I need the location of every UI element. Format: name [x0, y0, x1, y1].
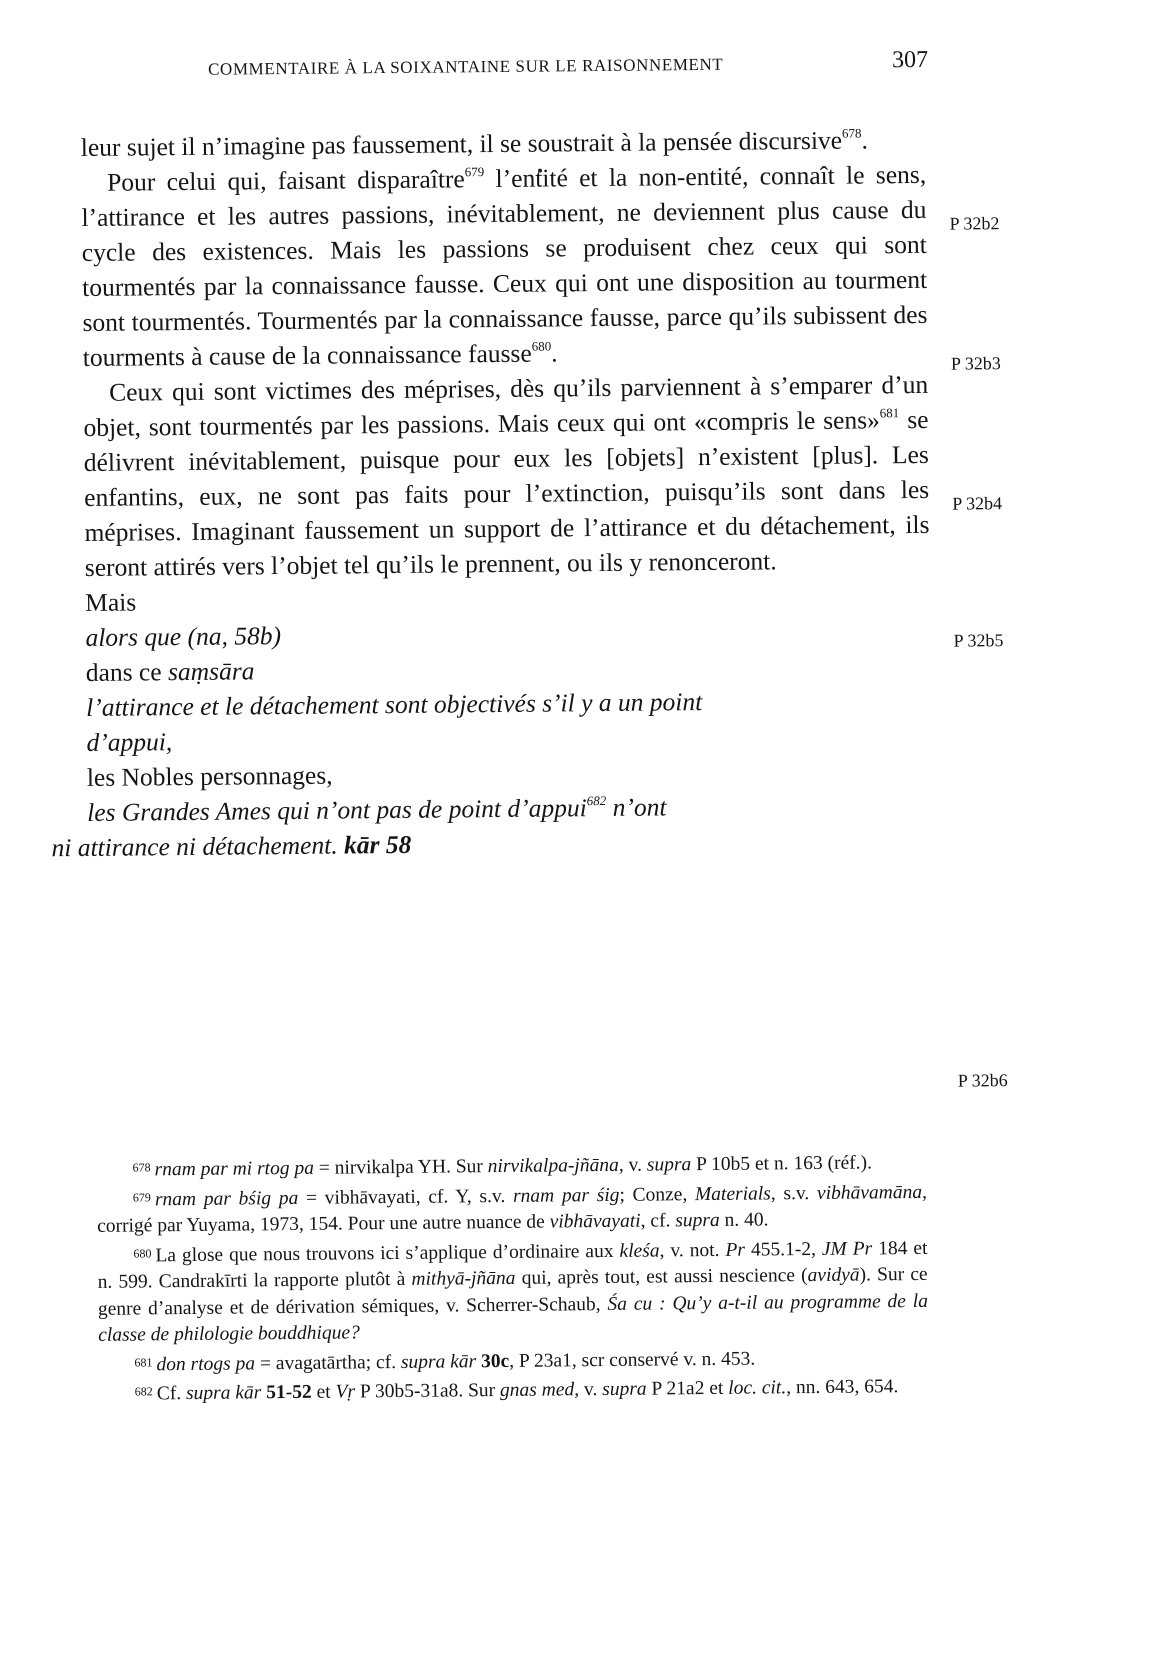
karika-quote-1: alors que (na, 58b): [85, 621, 282, 652]
margin-ref-p32b5: P 32b5: [953, 630, 1004, 651]
running-title: COMMENTAIRE À LA SOIXANTAINE SUR LE RAISONNEMENT: [207, 54, 724, 79]
footnotes: [96, 1147, 928, 1408]
karika-quote-2: l’attirance et le détachement sont objectivés s’il y a un point d’appui,: [86, 687, 703, 757]
paragraph-2: Pour celui qui, faisant disparaître$^{679}$ l’entité et la non-entité, connaît le sens, l’attirance et les autres passions, inévitablement, ne deviennent plus cause du cycle des existences. Mais les passions se produisent chez ceux qui sont tourmentés par la connaissance fausse. Ceux qui ont une disposition au tourment sont tourmentés. Tourmentés par la connaissance fausse, parce qu’ils subissent des tourments à cause de la connaissance fausse$^{680}$.: [81, 159, 928, 372]
footnote-ref-678[interactable]: 678: [841, 125, 862, 141]
paragraph-1: leur sujet il n’imagine pas faussement, il se soustrait à la pensée discursive$^{678}$.: [80, 125, 869, 162]
mais-line: Mais: [85, 587, 137, 617]
page-number: 307: [891, 46, 929, 74]
main-text: [51, 122, 933, 865]
footnote-681: $^{681}$ don rtogs pa = avagatārtha; cf. supra kār 30c, P 23a1, scr conservé v. n. 453.: [134, 1348, 756, 1375]
margin-ref-p32b4: P 32b4: [952, 493, 1003, 514]
footnote-ref-680[interactable]: 680: [531, 338, 552, 354]
dans-ce-samsara-line: dans ce saṃsāra: [85, 656, 255, 687]
page-header: [207, 46, 929, 80]
margin-ref-p32b3: P 32b3: [950, 353, 1001, 374]
footnote-678: $^{678}$ rnam par mi rtog pa = nirvikalpa YH. Sur nirvikalpa-jñāna, v. supra P 10b5 et n. 163 (réf.).: [132, 1152, 873, 1181]
footnote-682: $^{682}$ Cf. supra kār 51-52 et Vṛ P 30b5-31a8. Sur gnas med, v. supra P 21a2 et loc. cit., nn. 643, 654.: [134, 1376, 899, 1405]
margin-ref-p32b6: P 32b6: [957, 1070, 1008, 1091]
karika-number: kār 58: [343, 829, 412, 860]
footnote-679: $^{679}$ rnam par bśig pa = vibhāvayati, cf. Y, s.v. rnam par śig; Conze, Materials, s.v. vibhāvamāna, corrigé par Yuyama, 1973, 154. Pour une autre nuance de vibhāvayati, cf. supra n. 40.: [97, 1181, 928, 1237]
footnote-680: $^{680}$ La glose que nous trouvons ici s’applique d’ordinaire aux kleśa, v. not. Pr 455.1-2, JM Pr 184 et n. 599. Candrakīrti la rapporte plutôt à mithyā-jñāna qui, après tout, est aussi nescience (avidyā). Sur ce genre d’analyse et de dérivation sémiques, v. Scherrer-Schaub, Śa cu : Qu’y a-t-il au programme de la classe de philologie bouddhique?: [97, 1237, 929, 1346]
footnote-ref-679[interactable]: 679: [464, 164, 485, 180]
paragraph-3: Ceux qui sont victimes des méprises, dès qu’ils parviennent à s’emparer d’un objet, sont tourmentés par les passions. Mais ceux qui ont «compris le sens»$^{681}$ se délivrent inévitablement, puisque pour eux les [objets] n’existent [plus]. Les enfantins, eux, ne sont pas faits pour l’extinction, puisqu’ils sont dans les méprises. Imaginant faussement un support de l’attirance et du détachement, ils seront attirés vers l’objet tel qu’ils le prennent, ou ils y renonceront.: [83, 369, 930, 582]
footnote-ref-681[interactable]: 681: [879, 405, 900, 421]
karika-quote-3: les Grandes Ames qui n’ont pas de point d’appui$^{682}$ n’ont ni attirance ni détachement. kār 58: [51, 792, 667, 863]
margin-ref-p32b2: P 32b2: [949, 213, 1000, 234]
footnote-ref-682[interactable]: 682: [586, 792, 607, 809]
nobles-line: les Nobles personnages,: [86, 760, 333, 792]
